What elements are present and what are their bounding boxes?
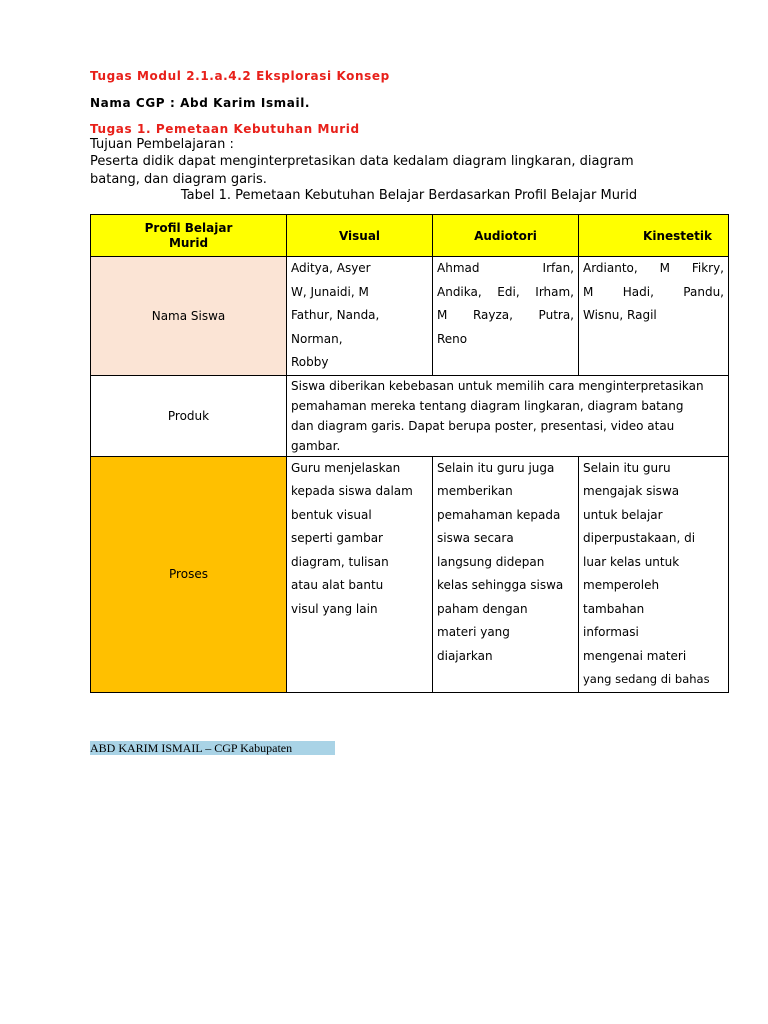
product-text [287, 375, 729, 456]
list-item: pemahaman kepada [437, 507, 561, 522]
table-row-process [91, 456, 729, 692]
product-line: gambar. [291, 438, 341, 453]
list-item: diajarkan [437, 648, 493, 663]
footer-author: ABD KARIM ISMAIL – CGP Kabupaten [90, 741, 335, 755]
list-item: visul yang lain [291, 601, 378, 616]
list-item: yang sedang di bahas [583, 672, 710, 686]
table-caption: Tabel 1. Pemetaan Kebutuhan Belajar Berdasarkan Profil Belajar Murid [180, 188, 638, 203]
product-line: dan diagram garis. Dapat berupa poster, presentasi, video atau [291, 418, 675, 433]
list-item: W, Junaidi, M [291, 284, 369, 299]
names-visual [287, 257, 433, 376]
header-profile [91, 215, 287, 257]
list-item: Ardianto, M Fikry, [583, 261, 724, 275]
list-item: memperoleh [583, 578, 660, 592]
list-item: M Hadi, Pandu, [583, 284, 724, 299]
list-item: Robby [291, 355, 329, 369]
objective-line-2: batang, dan diagram garis. [90, 172, 267, 187]
table-row-names [91, 257, 729, 376]
product-line: Siswa diberikan kebebasan untuk memilih cara menginterpretasikan [291, 378, 704, 393]
list-item: mengajak siswa [583, 484, 680, 498]
list-item: Fathur, Nanda, [291, 308, 380, 322]
learning-profile-table [90, 214, 729, 693]
header-audio: Audiotori [433, 215, 579, 257]
list-item: diagram, tulisan [291, 554, 389, 569]
names-kinest [579, 257, 729, 376]
list-item: seperti gambar [291, 531, 383, 545]
objective-line-1: Peserta didik dapat menginterpretasikan data kedalam diagram lingkaran, diagram [90, 154, 634, 169]
list-item: luar kelas untuk [583, 554, 680, 569]
list-item: Wisnu, Ragil [583, 308, 657, 322]
list-item: untuk belajar [583, 507, 663, 522]
product-line: pemahaman mereka tentang diagram lingkaran, diagram batang [291, 398, 684, 413]
list-item: Norman, [291, 331, 343, 346]
table-header-row [91, 215, 729, 257]
list-item: mengenai materi [583, 648, 687, 663]
list-item: Reno [437, 331, 468, 346]
names-audio [433, 257, 579, 376]
task-title: Tugas Modul 2.1.a.4.2 Eksplorasi Konsep [90, 69, 390, 83]
list-item: memberikan [437, 484, 513, 498]
list-item: atau alat bantu [291, 578, 384, 592]
list-item: tambahan [583, 601, 645, 616]
list-item: informasi [583, 625, 639, 639]
list-item: paham dengan [437, 601, 528, 616]
process-audio [433, 456, 579, 692]
list-item: diperpustakaan, di [583, 531, 696, 545]
task-subtitle: Tugas 1. Pemetaan Kebutuhan Murid [90, 122, 360, 136]
list-item: Aditya, Asyer [291, 261, 371, 275]
list-item: langsung didepan [437, 554, 545, 569]
table-row-product [91, 375, 729, 456]
process-kinest [579, 456, 729, 692]
list-item: bentuk visual [291, 507, 372, 522]
list-item: siswa secara [437, 531, 514, 545]
process-label: Proses [91, 456, 287, 692]
names-label: Nama Siswa [91, 257, 287, 376]
header-kinest: Kinestetik [579, 215, 729, 257]
cgp-name: Nama CGP : Abd Karim Ismail. [90, 96, 311, 110]
list-item: Andika, Edi, Irham, [437, 284, 574, 299]
header-visual: Visual [287, 215, 433, 257]
list-item: M Rayza, Putra, [437, 308, 574, 322]
objective-label: Tujuan Pembelajaran : [90, 137, 234, 152]
list-item: Guru menjelaskan [291, 460, 401, 475]
product-label: Produk [91, 375, 287, 456]
list-item: materi yang [437, 625, 510, 639]
list-item: Selain itu guru juga [437, 460, 555, 475]
list-item: Selain itu guru [583, 460, 671, 475]
list-item: kelas sehingga siswa [437, 578, 564, 592]
header-profile-line1: Profil Belajar [144, 220, 233, 235]
header-profile-line2: Murid [168, 235, 209, 250]
list-item: Ahmad Irfan, [437, 261, 574, 275]
list-item: kepada siswa dalam [291, 484, 413, 498]
process-visual [287, 456, 433, 692]
